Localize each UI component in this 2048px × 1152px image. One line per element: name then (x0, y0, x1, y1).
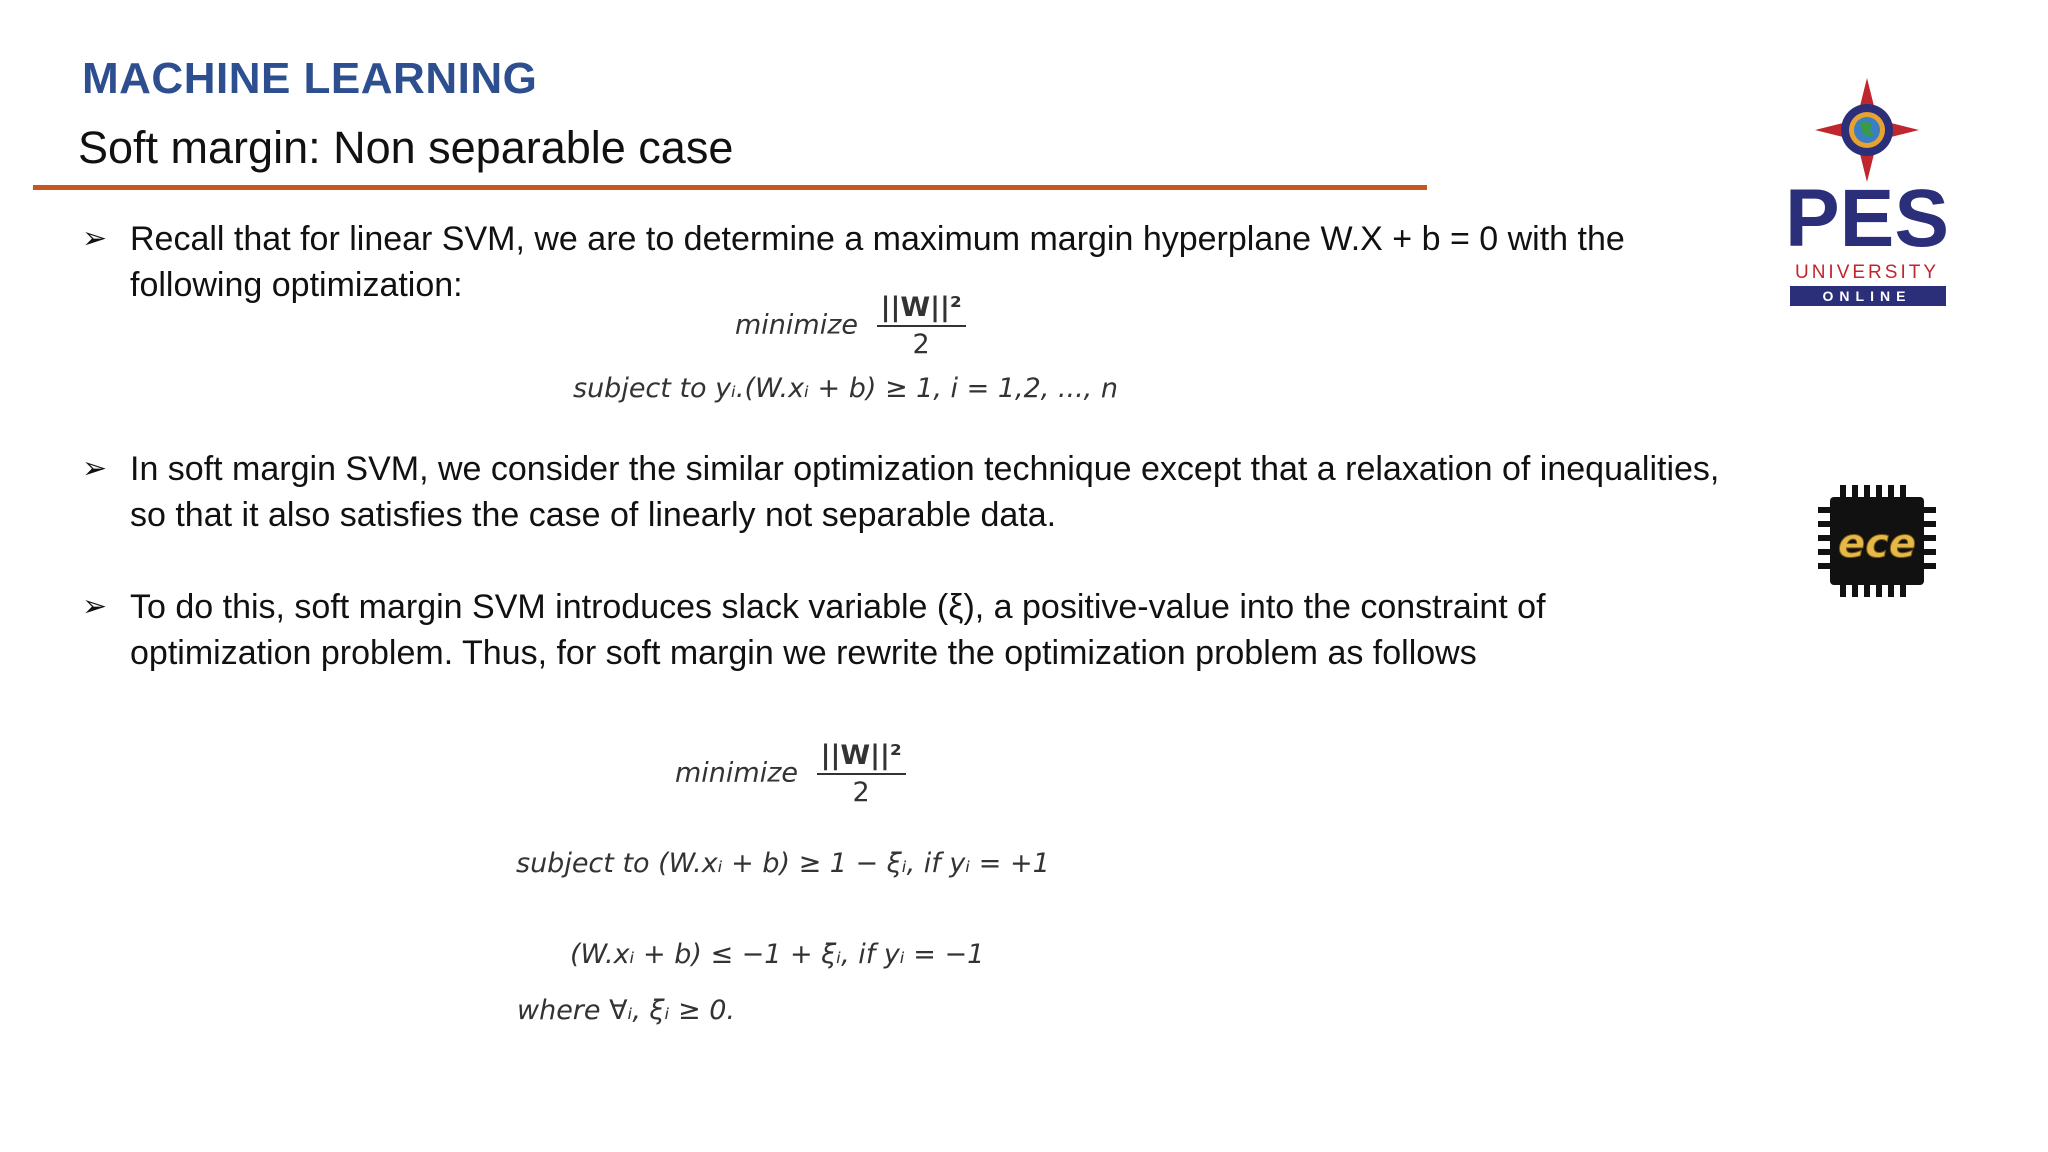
bullet-arrow-icon: ➢ (82, 590, 108, 623)
bullet-2 (82, 446, 1722, 538)
equation-2-objective (675, 740, 906, 808)
bullet-text: In soft margin SVM, we consider the similar optimization technique except that a relaxation of inequalities, so that it also satisfies the case of linearly not separable data. (130, 450, 1720, 534)
equation-2-constraint-2: (W.xᵢ + b) ≤ −1 + ξᵢ, if yᵢ = −1 (570, 939, 985, 970)
bullet-arrow-icon: ➢ (82, 222, 108, 255)
logo-pes-text: PES (1784, 173, 1950, 264)
logo-online-text: ONLINE (1822, 288, 1912, 304)
fraction-denominator: 2 (912, 329, 930, 360)
slide-title: Soft margin: Non separable case (78, 122, 734, 173)
fraction-numerator: ||W||² (877, 292, 966, 327)
title-divider (33, 185, 1427, 190)
minimize-label: minimize (735, 309, 859, 341)
fraction (877, 292, 966, 360)
bullet-arrow-icon: ➢ (82, 452, 108, 485)
fraction-denominator: 2 (852, 777, 870, 808)
bullet-3 (82, 584, 1722, 676)
equation-2-condition: where ∀ᵢ, ξᵢ ≥ 0. (517, 995, 735, 1026)
compass-emblem-icon (1815, 78, 1919, 182)
bullet-text: To do this, soft margin SVM introduces slack variable (ξ), a positive-value into the constraint of optimization problem. Thus, for soft margin we rewrite the optimization problem as follows (130, 588, 1546, 672)
equation-1-constraint: subject to yᵢ.(W.xᵢ + b) ≥ 1, i = 1,2, ..., n (573, 373, 1118, 404)
minimize-label: minimize (675, 757, 799, 789)
bullet-text: Recall that for linear SVM, we are to determine a maximum margin hyperplane W.X + b = 0 with the following optimization: (130, 220, 1625, 304)
logo-university-text: UNIVERSITY (1794, 262, 1940, 283)
fraction (817, 740, 906, 808)
ece-logo-text: ece (1838, 521, 1916, 567)
equation-1-objective (735, 292, 966, 360)
pes-university-logo (1782, 78, 1952, 318)
fraction-numerator: ||W||² (817, 740, 906, 775)
ece-chip-logo (1818, 485, 1936, 597)
equation-2-constraint-1: subject to (W.xᵢ + b) ≥ 1 − ξᵢ, if yᵢ = +1 (516, 848, 1050, 879)
course-title: MACHINE LEARNING (82, 54, 538, 103)
